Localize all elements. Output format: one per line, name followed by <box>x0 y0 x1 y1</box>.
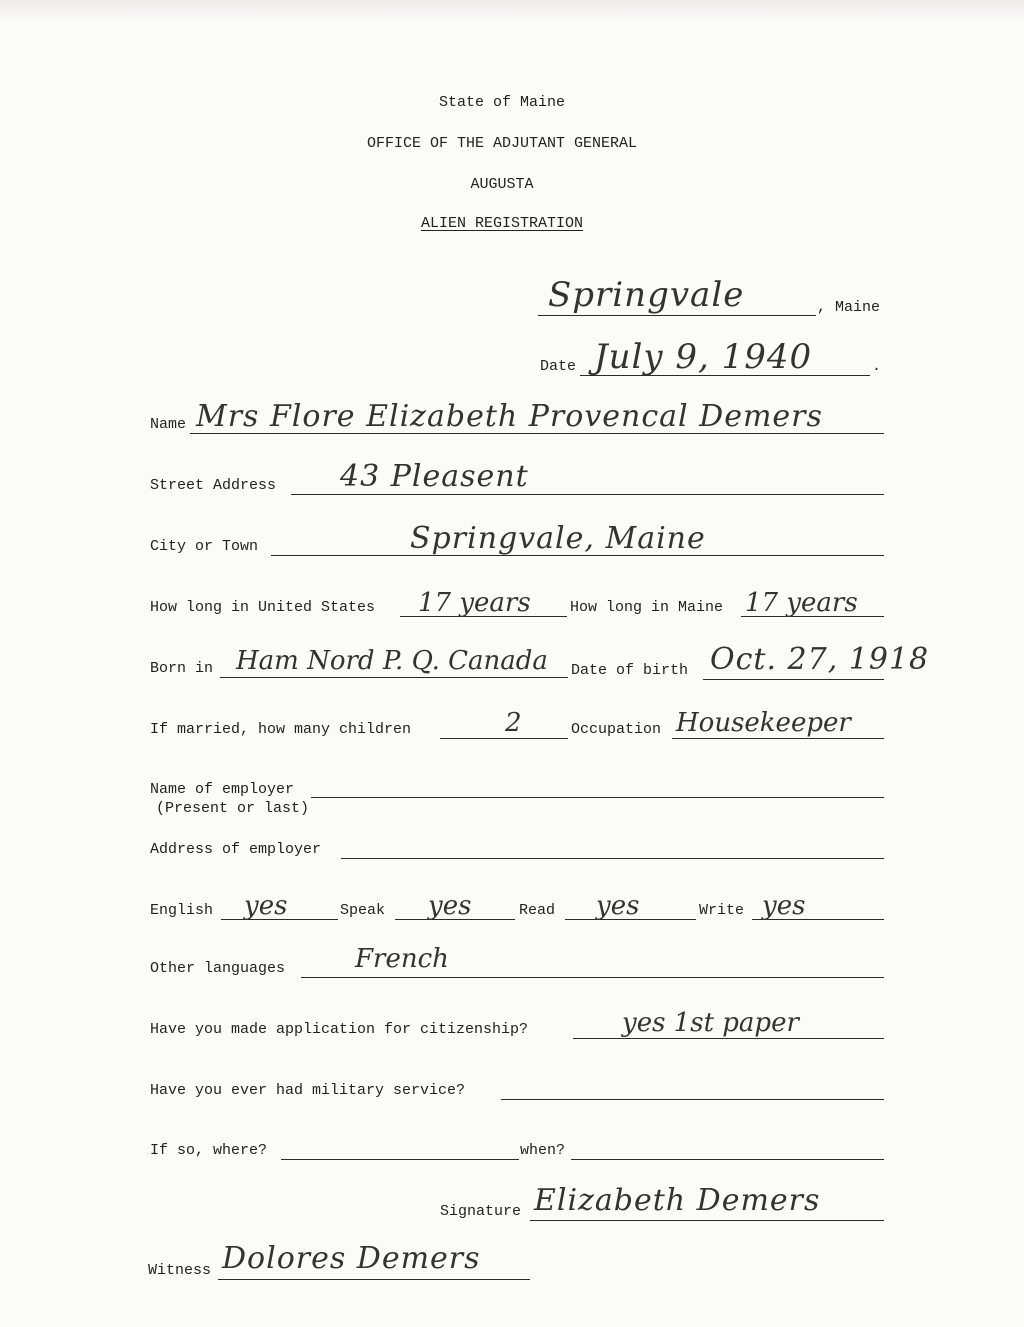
military-label: Have you ever had military service? <box>150 1082 466 1099</box>
signature-line <box>530 1220 884 1221</box>
employer-address-label: Address of employer <box>150 841 322 858</box>
when-line <box>571 1159 884 1160</box>
citizenship-line <box>573 1038 884 1039</box>
name-label: Name <box>150 416 187 433</box>
dob-line <box>703 679 884 680</box>
born-label: Born in <box>150 660 214 677</box>
speak-label: Speak <box>340 902 386 919</box>
citizenship-value: yes 1st paper <box>622 1008 799 1038</box>
place-suffix: , Maine <box>817 299 881 316</box>
city-value: Springvale, Maine <box>410 521 706 556</box>
signature-label: Signature <box>440 1203 522 1220</box>
dob-label: Date of birth <box>571 662 689 679</box>
date-suffix: . <box>872 358 882 375</box>
children-value: 2 <box>505 708 522 738</box>
other-languages-label: Other languages <box>150 960 286 977</box>
born-line <box>220 677 568 678</box>
military-line <box>501 1099 884 1100</box>
street-label: Street Address <box>150 477 277 494</box>
english-value: yes <box>244 891 288 921</box>
witness-line <box>218 1279 530 1280</box>
date-value: July 9, 1940 <box>594 337 813 377</box>
read-label: Read <box>519 902 556 919</box>
when-label: when? <box>520 1142 566 1159</box>
other-languages-value: French <box>355 944 449 974</box>
form-title: ALIEN REGISTRATION <box>420 215 584 232</box>
maine-stay-value: 17 years <box>745 588 858 618</box>
employer-label: Name of employer <box>150 781 295 798</box>
witness-label: Witness <box>148 1262 212 1279</box>
header-city: AUGUSTA <box>470 176 534 193</box>
us-stay-value: 17 years <box>418 588 531 618</box>
employer-address-line <box>341 858 884 859</box>
born-value: Ham Nord P. Q. Canada <box>236 646 548 676</box>
write-label: Write <box>699 902 745 919</box>
children-label: If married, how many children <box>150 721 412 738</box>
street-value: 43 Pleasent <box>340 459 529 494</box>
us-stay-label: How long in United States <box>150 599 376 616</box>
english-label: English <box>150 902 214 919</box>
header-office: OFFICE OF THE ADJUTANT GENERAL <box>366 135 638 152</box>
name-value: Mrs Flore Elizabeth Provencal Demers <box>196 399 823 434</box>
witness-value: Dolores Demers <box>222 1241 481 1276</box>
signature-value: Elizabeth Demers <box>534 1183 821 1218</box>
speak-value: yes <box>428 891 472 921</box>
scan-edge-shadow <box>0 0 1024 22</box>
maine-stay-label: How long in Maine <box>570 599 724 616</box>
employer-sublabel: (Present or last) <box>156 800 310 817</box>
other-languages-line <box>301 977 884 978</box>
where-line <box>281 1159 519 1160</box>
header-state: State of Maine <box>438 94 566 111</box>
occupation-label: Occupation <box>571 721 662 738</box>
place-line <box>538 315 816 316</box>
citizenship-label: Have you made application for citizenship? <box>150 1021 529 1038</box>
occupation-line <box>672 738 884 739</box>
read-value: yes <box>596 891 640 921</box>
employer-line <box>311 797 884 798</box>
place-value: Springvale <box>548 275 745 315</box>
date-label: Date <box>540 358 577 375</box>
dob-value: Oct. 27, 1918 <box>710 642 930 677</box>
where-label: If so, where? <box>150 1142 268 1159</box>
occupation-value: Housekeeper <box>676 708 851 738</box>
street-line <box>291 494 884 495</box>
write-value: yes <box>762 891 806 921</box>
children-line <box>440 738 568 739</box>
city-label: City or Town <box>150 538 259 555</box>
